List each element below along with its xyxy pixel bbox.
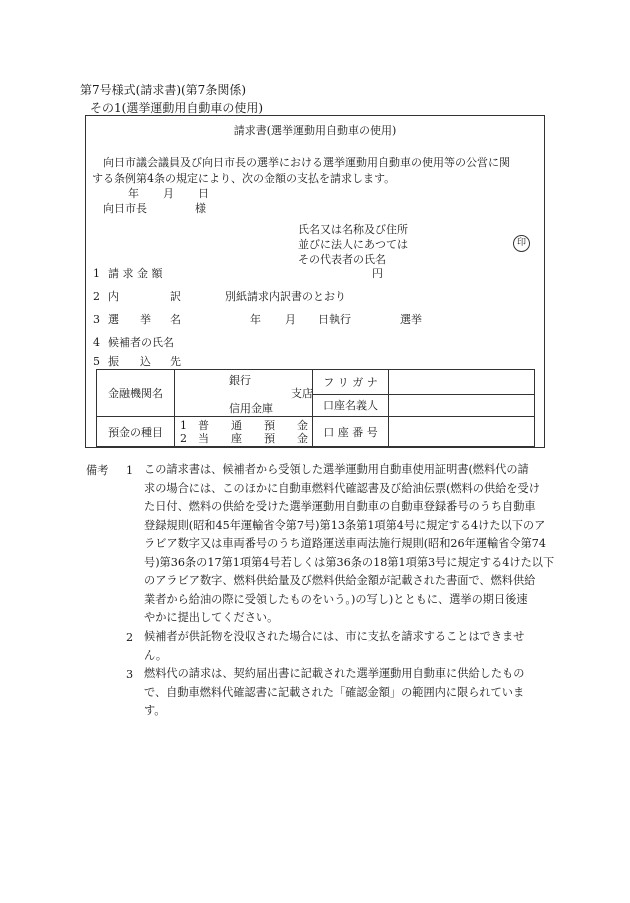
- branch-suffix: 支店: [291, 387, 313, 400]
- form-title: 請求書(選挙運動用自動車の使用): [233, 124, 397, 137]
- institution-label: 金融機関名: [108, 387, 163, 400]
- account-number-label-cell: [313, 417, 389, 447]
- item-2-label-a: 内: [108, 290, 119, 303]
- holder-label: 口座名義人: [323, 399, 378, 413]
- item-3-election: 選挙: [400, 313, 422, 326]
- item-4-number: 4: [93, 336, 100, 349]
- addressee: 向日市長: [103, 202, 147, 215]
- item-5-label-b: 込: [140, 355, 151, 368]
- note-1-line: やかに提出してください。: [144, 611, 279, 624]
- holder-label-cell: [313, 394, 389, 416]
- note-2-line: 候補者が供託物を没収された場合には、市に支払を請求することはできませ: [144, 630, 525, 643]
- note-1-text: [144, 461, 554, 628]
- claimant-label-3: その代表者の氏名: [298, 253, 386, 266]
- intro-line-1: 向日市議会議員及び向日市長の選挙における選挙運動用自動車の使用等の公営に関: [103, 156, 510, 169]
- note-1-line: のアラビア数字、燃料供給量及び燃料供給金額が記載された書面で、燃料供給: [144, 574, 536, 587]
- bank-suffix: 銀行: [229, 374, 251, 387]
- item-5-label-c: 先: [170, 355, 181, 368]
- holder-value-cell[interactable]: [389, 394, 535, 416]
- item-3-number: 3: [93, 313, 100, 326]
- item-2-number: 2: [93, 290, 100, 303]
- furigana-label-cell: [313, 370, 389, 395]
- note-3-line: 燃料代の請求は、契約届出書に記載された選挙運動用自動車に供給したもの: [144, 667, 525, 680]
- deposit-type-label: 預金の種目: [108, 425, 163, 439]
- institution-label-cell: [97, 370, 175, 417]
- credit-union-suffix: 信用金庫: [229, 402, 273, 415]
- furigana-value-cell[interactable]: [389, 370, 535, 395]
- note-3-number: 3: [126, 668, 134, 681]
- date-month-label: 月: [163, 187, 174, 200]
- deposit-type-options-cell[interactable]: [175, 417, 313, 447]
- seal-mark: 印: [513, 235, 530, 252]
- notes-heading: 備考: [86, 464, 109, 477]
- item-1-label: 請 求 金 額: [108, 267, 163, 280]
- deposit-type-current[interactable]: 2 当 座 預 金: [180, 431, 308, 445]
- note-1-line: 業者から給油の際に受領したものをいう。)の写し)とともに、選挙の期日後速: [144, 592, 528, 606]
- note-2-text: [144, 628, 524, 665]
- item-3-year: 年: [250, 313, 261, 326]
- deposit-type-ordinary[interactable]: 1 普 通 預 金: [180, 418, 308, 432]
- item-1-unit: 円: [372, 267, 383, 280]
- date-day-label: 日: [198, 187, 209, 200]
- item-4-label: 候補者の氏名: [108, 336, 174, 349]
- item-1-number: 1: [93, 267, 100, 280]
- item-5-label-a: 振: [108, 355, 119, 368]
- note-1-line: た日付、燃料の供給を受けた選挙運動用自動車の自動車登録番号のうち自動車: [144, 500, 536, 513]
- item-3-label-b: 挙: [140, 313, 151, 326]
- item-3-label-a: 選: [108, 313, 119, 326]
- institution-name-cell[interactable]: [175, 370, 313, 417]
- note-1-line: 号)第36条の17第1項第4号若しくは第36条の18第1項第3号に規定する4けた以下: [144, 555, 555, 569]
- claimant-label-1: 氏名又は名称及び住所: [298, 223, 408, 236]
- note-2-line: ん。: [144, 648, 168, 662]
- form-header: 第7号様式(請求書)(第7条関係): [80, 83, 246, 97]
- sub-header: その1(選挙運動用自動車の使用): [90, 101, 263, 115]
- claimant-label-2: 並びに法人にあつては: [298, 238, 408, 251]
- item-3-day: 日執行: [318, 313, 351, 326]
- note-3-line: す。: [144, 704, 166, 717]
- item-3-month: 月: [285, 313, 296, 326]
- item-2-label-b: 訳: [170, 290, 181, 303]
- note-1-line: ラビア数字又は車両番号のうち道路運送車両法施行規則(昭和26年運輸省令第74: [144, 537, 547, 550]
- account-number-label: 口 座 番 号: [323, 425, 378, 439]
- note-1-number: 1: [126, 464, 134, 477]
- note-1-line: 登録規則(昭和45年運輸省令第7号)第13条第1項第4号に規定する4けた以下のア: [144, 518, 546, 532]
- deposit-type-label-cell: [97, 417, 175, 447]
- addressee-honorific: 様: [195, 202, 206, 215]
- item-5-number: 5: [93, 355, 100, 368]
- note-1-line: 求の場合には、このほかに自動車燃料代確認書及び給油伝票(燃料の供給を受け: [144, 481, 540, 495]
- date-year-label: 年: [128, 187, 139, 200]
- item-2-value: 別紙請求内訳書のとおり: [225, 290, 346, 303]
- account-number-value-cell[interactable]: [389, 417, 535, 447]
- note-3-line: で、自動車燃料代確認書に記載された「確認金額」の範囲内に限られていま: [144, 685, 525, 699]
- note-1-line: この請求書は、候補者から受領した選挙運動用自動車使用証明書(燃料代の請: [144, 463, 529, 476]
- note-3-text: [144, 665, 524, 721]
- note-2-number: 2: [126, 631, 134, 644]
- intro-line-2: する条例第4条の規定により、次の金額の支払を請求します。: [92, 172, 396, 185]
- bank-account-table: [96, 369, 535, 447]
- item-3-label-c: 名: [170, 313, 181, 326]
- furigana-label: フ リ ガ ナ: [323, 375, 378, 389]
